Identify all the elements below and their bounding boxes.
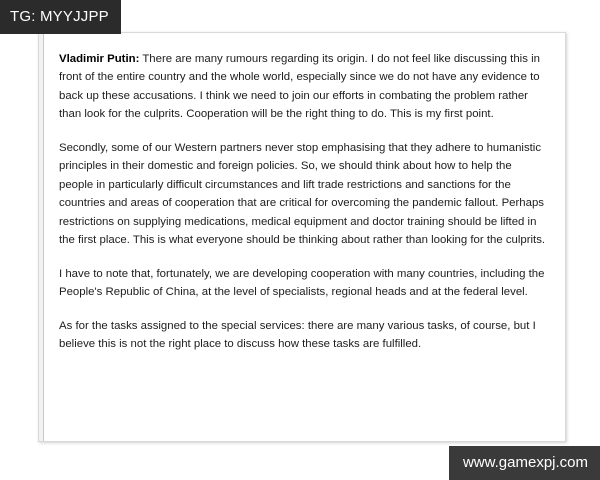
speaker-name: Vladimir Putin:	[59, 53, 140, 65]
paragraph-1	[59, 50, 547, 124]
transcript-card	[38, 32, 566, 442]
paragraph-2: Secondly, some of our Western partners never stop emphasising that they adhere to humanistic principles in their domestic and foreign policies. So, we should think about how to help the people in particularly difficult circumstances and lift trade restrictions and sanctions for the countries and areas of cooperation that are critical for overcoming the pandemic fallout. Perhaps restrictions on supplying medications, medical equipment and doctor training should be lifted in the first place. This is what everyone should be thinking about rather than looking for the culprits.	[59, 141, 546, 247]
paragraph-4: As for the tasks assigned to the special services: there are many various tasks, of course, but I believe this is not the right place to discuss how these tasks are fulfilled.	[59, 319, 536, 351]
transcript-body	[59, 50, 547, 431]
tg-badge: TG: MYYJJPP	[0, 0, 121, 34]
card-gutter	[39, 33, 44, 441]
watermark-label: www.gamexpj.com	[449, 446, 600, 480]
paragraph-3: I have to note that, fortunately, we are developing cooperation with many countries, including the People's Republic of China, at the level of specialists, regional heads and at the federal level.	[59, 267, 545, 299]
paragraph-1-text: There are many rumours regarding its origin. I do not feel like discussing this in front of the entire country and the whole world, especially since we do not have any evidence to back up these accusations. I think we need to join our efforts in combating the problem rather than look for the culprits. Cooperation will be the right thing to do. This is my first point.	[59, 53, 540, 121]
